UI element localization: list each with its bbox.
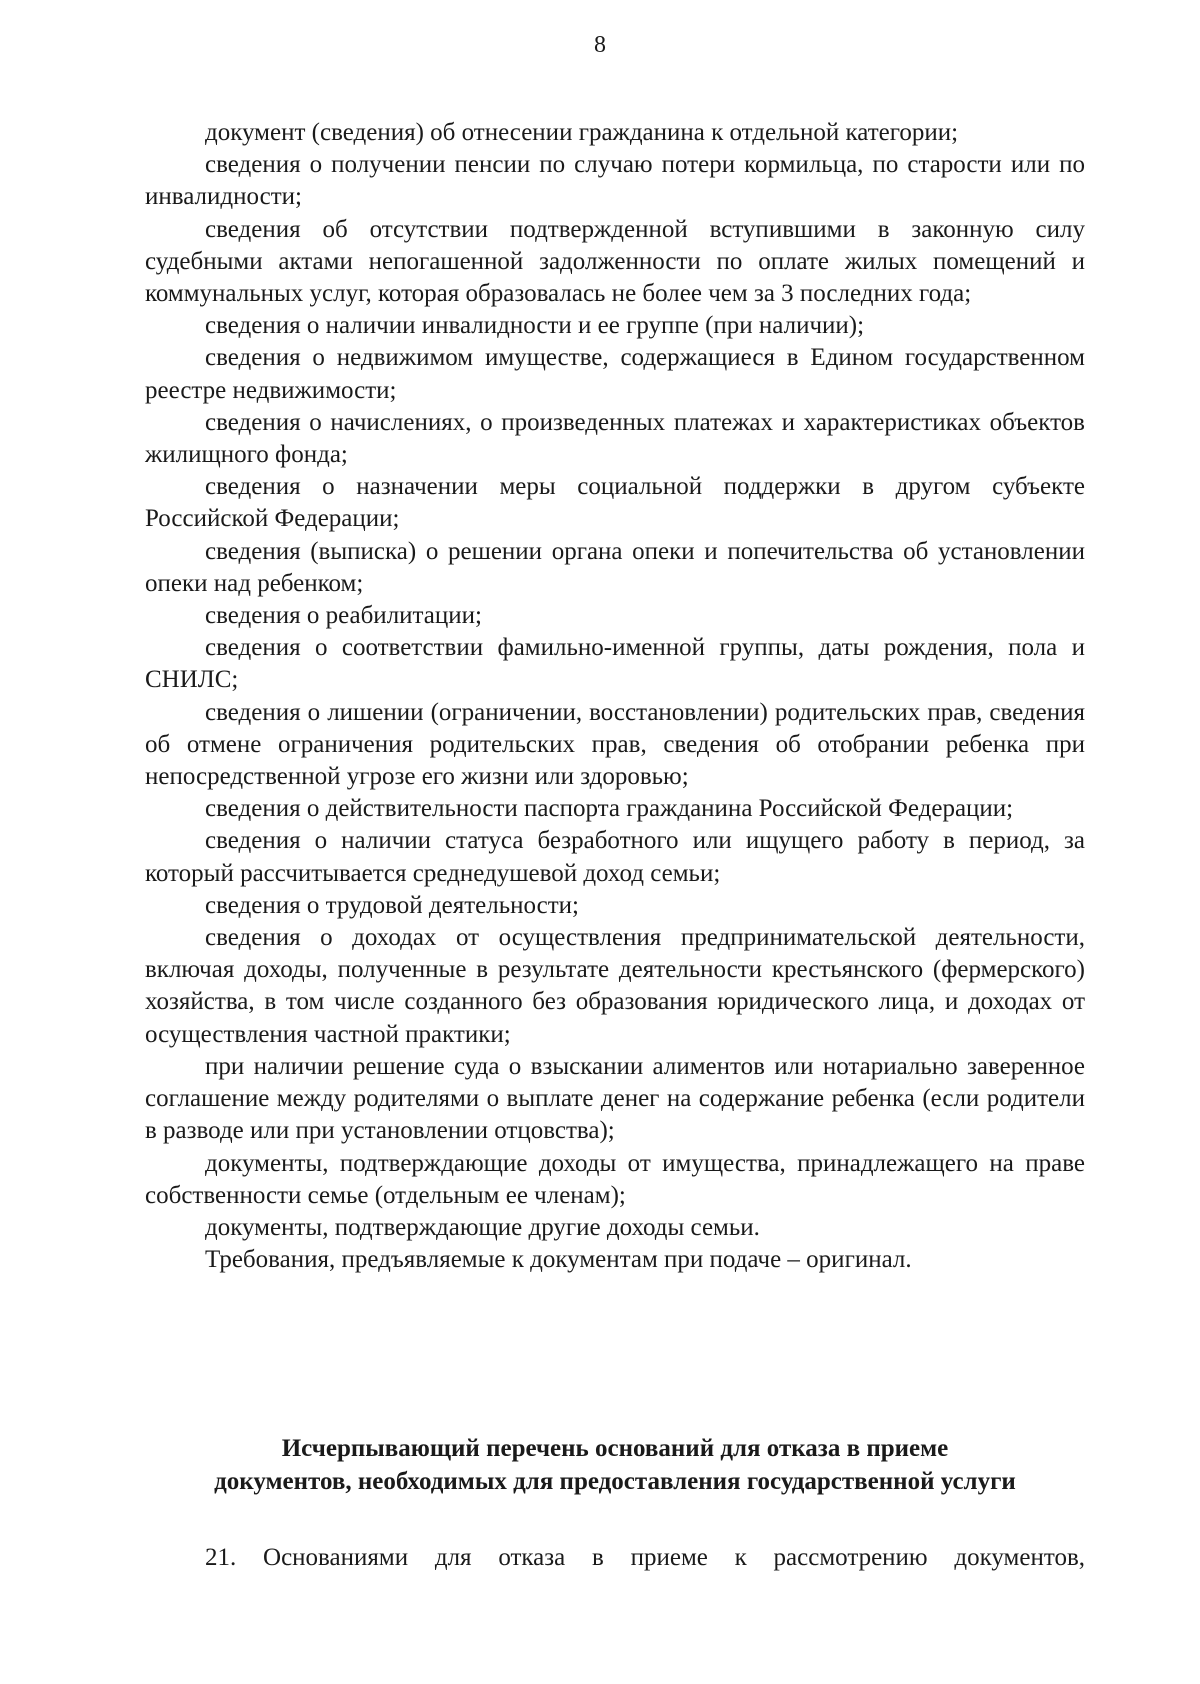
- document-body: [145, 117, 1085, 1276]
- paragraph: сведения (выписка) о решении органа опеки и попечительства об установлении опеки над ребенком;: [145, 537, 1085, 597]
- section-heading-line: документов, необходимых для предоставления государственной услуги: [214, 1468, 1016, 1495]
- paragraph: сведения о назначении меры социальной поддержки в другом субъекте Российской Федерации;: [145, 473, 1085, 533]
- page-number: 8: [594, 32, 606, 58]
- paragraph: сведения о трудовой деятельности;: [205, 891, 579, 919]
- paragraph: сведения о лишении (ограничении, восстановлении) родительских прав, сведения об отмене ограничения родительских прав, сведения об отобрании ребенка при непосредственной угрозе его жизни или здоровью;: [145, 698, 1085, 791]
- paragraph: сведения о недвижимом имуществе, содержащиеся в Едином государственном реестре недвижимости;: [145, 344, 1085, 404]
- paragraph: сведения о реабилитации;: [205, 602, 482, 630]
- paragraph: сведения о соответствии фамильно-именной группы, даты рождения, пола и СНИЛС;: [145, 634, 1085, 694]
- paragraph: документы, подтверждающие другие доходы семьи.: [205, 1213, 760, 1241]
- paragraph: сведения о наличии инвалидности и ее группе (при наличии);: [205, 312, 865, 340]
- section-heading: [145, 1432, 1085, 1498]
- clause-21: 21. Основаниями для отказа в приеме к рассмотрению документов,: [205, 1544, 1085, 1571]
- paragraph: документ (сведения) об отнесении гражданина к отдельной категории;: [205, 119, 959, 146]
- paragraph: сведения о начислениях, о произведенных платежах и характеристиках объектов жилищного фонда;: [145, 408, 1085, 469]
- section-heading-line: Исчерпывающий перечень оснований для отказа в приеме: [281, 1435, 949, 1462]
- paragraph: при наличии решение суда о взыскании алиментов или нотариально заверенное соглашение между родителями о выплате денег на содержание ребенка (если родители в разводе или при установлении отцовства);: [145, 1052, 1085, 1145]
- paragraph: сведения о получении пенсии по случаю потери кормильца, по старости или по инвалидности;: [145, 151, 1085, 211]
- paragraph: документы, подтверждающие доходы от имущества, принадлежащего на праве собственности семье (отдельным ее членам);: [145, 1149, 1085, 1209]
- paragraph: сведения о наличии статуса безработного или ищущего работу в период, за который рассчитывается среднедушевой доход семьи;: [145, 827, 1085, 887]
- paragraph: сведения об отсутствии подтвержденной вступившими в законную силу судебными актами непогашенной задолженности по оплате жилых помещений и коммунальных услуг, которая образовалась не более чем за 3 последних года;: [145, 215, 1085, 308]
- paragraph: Требования, предъявляемые к документам при подаче – оригинал.: [205, 1246, 912, 1274]
- paragraph: сведения о действительности паспорта гражданина Российской Федерации;: [205, 795, 1014, 823]
- paragraph: сведения о доходах от осуществления предпринимательской деятельности, включая доходы, полученные в результате деятельности крестьянского (фермерского) хозяйства, в том числе созданного без образования юридического лица, и доходах от осуществления частной практики;: [145, 924, 1085, 1048]
